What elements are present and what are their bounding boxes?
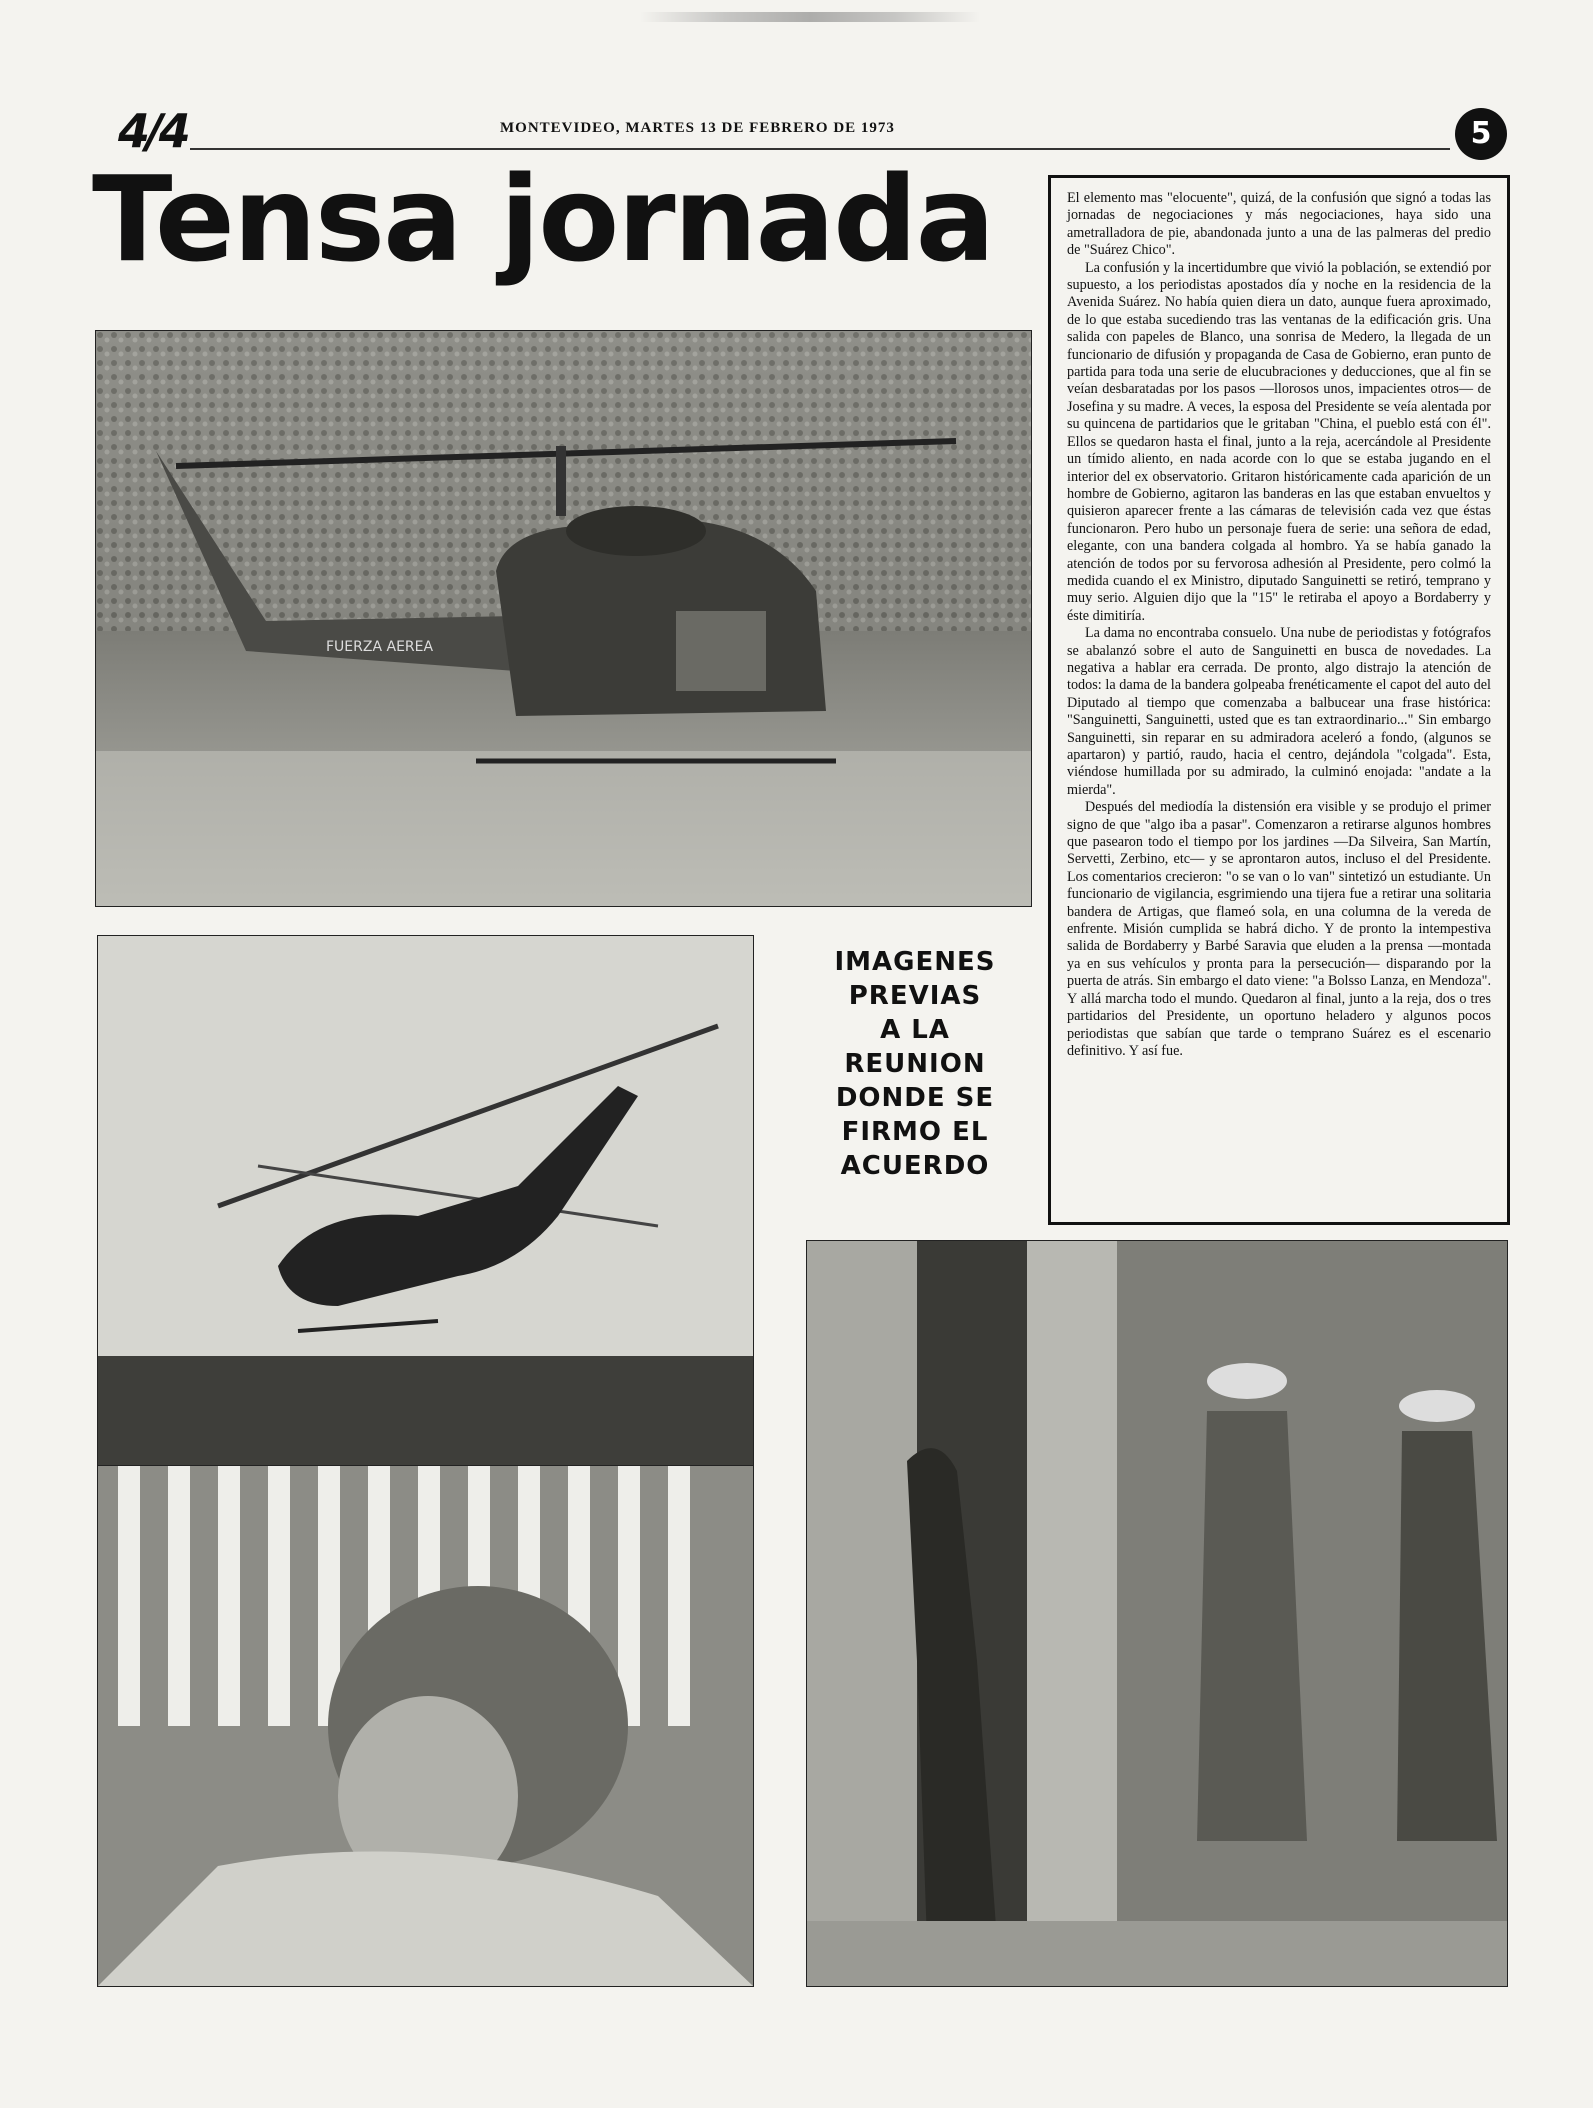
photo-caption (800, 945, 1030, 1183)
page-number: 5 (1455, 108, 1507, 160)
photo-officials-doorway (806, 1240, 1508, 1987)
newspaper-logo: 4/4 (118, 104, 187, 158)
article-paragraph: Después del mediodía la distensión era visible y se produjo el primer signo de que "algo iba a pasar". Comenzaron a retirarse algunos hombres que pasearon todo el tiempo por los jardines —Da Silveira, San Martín, Servetti, Zerbino, etc— y se aprontaron autos, incluso el del Presidente. Los comentarios crecieron: "o se van o lo van" sintetizó un estudiante. Un funcionario de vigilancia, esgrimiendo una tijera fue a retirar una solitaria bandera de Artigas, que flameó sola, en una columna de la vereda de enfrente. Misión cumplida se habrá dicho. Y de pronto la intempestiva salida de Bordaberry y Barbé Saravia que eluden a la prensa —montada ya en sus vehículos y pronta para la persecución— disparando por la puerta de atrás. Sin embargo el dato viene: "a Bolsso Lanza, en Mendoza". Y allá marcha todo el mundo. Quedaron al final, junto a la reja, dos o tres partidarios del Presidente, un oportuno heladero y algunos pocos periodistas que sabían que tarde o temprano Suárez es el escenario definitivo. Y así fue. (1067, 799, 1491, 1059)
photo-woman-at-fence (97, 1465, 754, 1987)
caption-line: ACUERDO (840, 1151, 990, 1181)
photo-helicopter-flying (97, 935, 754, 1467)
article-paragraph: La dama no encontraba consuelo. Una nube de periodistas y fotógrafos se abalanzó sobre el auto de Sanguinetti en busca de novedades. La negativa a hablar era cerrada. De pronto, algo distrajo la atención de todos: la dama de la bandera golpeaba frenéticamente el capot del auto del Diputado al tiempo que comenzaba a balbucear una frase histórica: "Sanguinetti, Sanguinetti, usted que es tan extraordinario..." Sin embargo Sanguinetti, sin reparar en su admiradora aceleró a fondo, (algunos se apartaron) y partió, raudo, hacia el centro, dejándola "colgada". Esta, viéndose humillada por su admirado, la culminó enojada: "andate a la mierda". (1067, 625, 1491, 798)
headline: Tensa jornada (92, 150, 994, 288)
print-smudge (640, 12, 980, 22)
aircraft-marking: FUERZA AEREA (326, 639, 434, 655)
caption-line: IMAGENES (834, 947, 996, 977)
caption-line: REUNION (844, 1049, 986, 1079)
caption-line: FIRMO EL (841, 1117, 989, 1147)
caption-line: DONDE SE (835, 1083, 995, 1113)
article-body (1048, 175, 1510, 1225)
caption-line: PREVIAS (848, 981, 982, 1011)
photo-helicopter-landed (95, 330, 1032, 907)
article-paragraph: La confusión y la incertidumbre que vivió la población, se extendió por supuesto, a los periodistas apostados día y noche en la residencia de la Avenida Suárez. No había quien diera un dato, aunque fuera aproximado, de lo que estaba sucediendo tras las ventanas de la edificación gris. Una salida con papeles de Blanco, una sonrisa de Medero, la llegada de un funcionario de difusión y propaganda de Casa de Gobierno, eran punto de partida para toda una serie de elucubraciones y deducciones, que al fin se veían desbaratadas por los pasos —llorosos unos, impacientes otros— de Josefina y su madre. A veces, la esposa del Presidente se veía alentada por su quincena de partidarios que le gritaban "China, el pueblo está con él". Ellos se quedaron hasta el final, junto a la reja, acercándole al Presidente un tímido aliento, en nada acorde con lo que se estaba jugando en el interior del ex observatorio. Gritaron históricamente cada aparición de un hombre de Gobierno, agitaron las banderas en las que estaban envueltos y quisieron aparecer frente a las cámaras de televisión cada vez que éstas funcionaron. Pero hubo un personaje fuera de serie: una señora de edad, elegante, con una bandera colgada al hombro. Ya se había ganado la atención de todos por su fervorosa adhesión al Presidente, pero colmó la medida cuando el ex Ministro, diputado Sanguinetti se retiró, temprano y muy serio. Alguien dijo que la "15" le retiraba el apoyo a Bordaberry y éste dimitiría. (1067, 259, 1491, 624)
dateline: MONTEVIDEO, MARTES 13 DE FEBRERO DE 1973 (500, 120, 895, 136)
article-paragraph: El elemento mas "elocuente", quizá, de la confusión que signó a todas las jornadas de negociaciones y más negociaciones, haya sido una ametralladora de pie, abandonada junto a una de las palmeras del predio de "Suárez Chico". (1067, 190, 1491, 259)
caption-line: A LA (880, 1015, 950, 1045)
